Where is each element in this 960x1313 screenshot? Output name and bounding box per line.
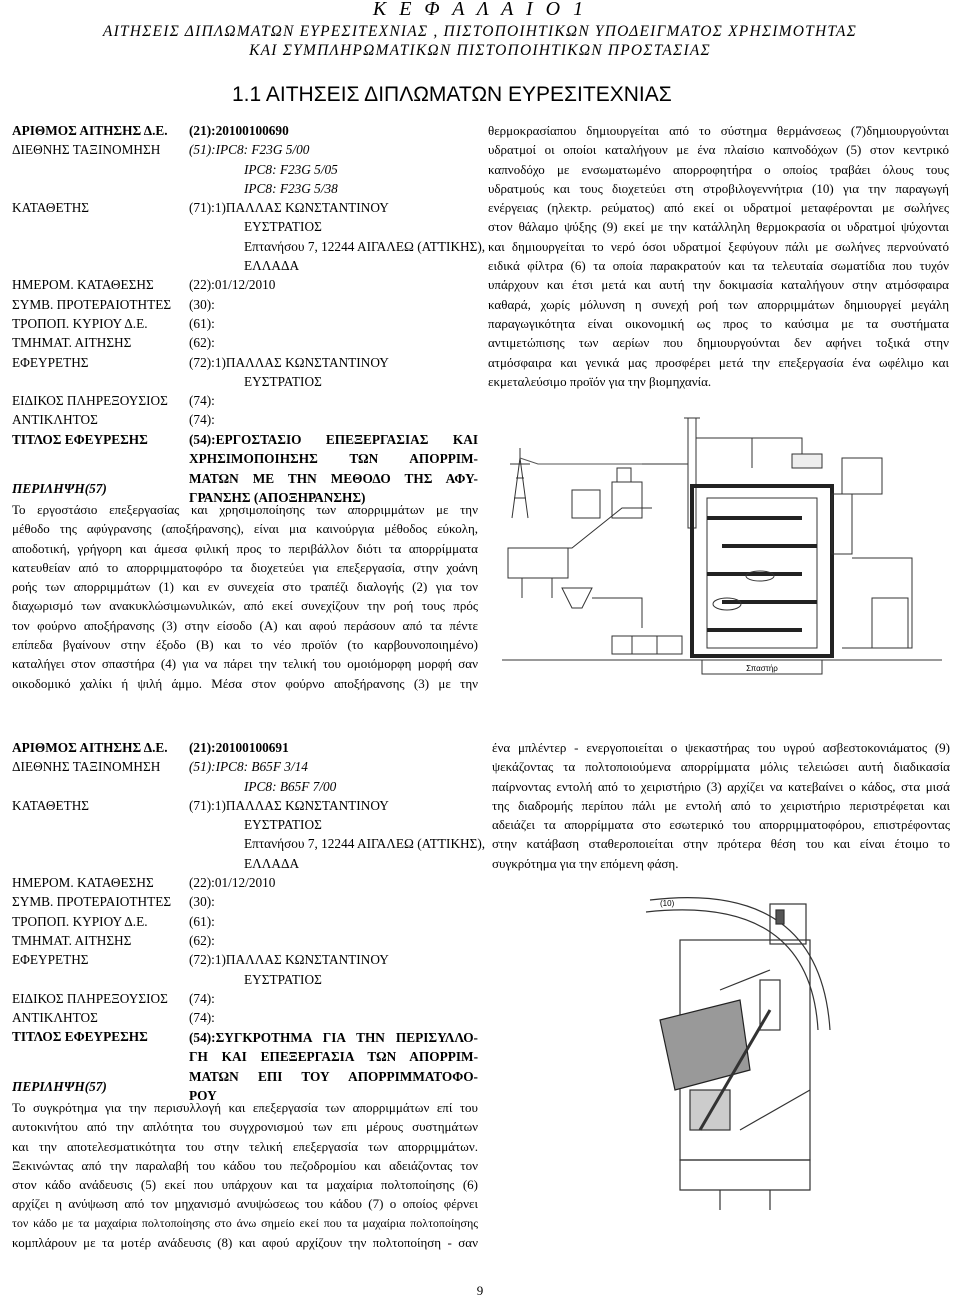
ipc-value-2: IPC8: F23G 5/05: [244, 161, 338, 177]
text-line: Ξεκινώντας από την παραλαβή του κάδου του πεζοδρομίου και αδειάζοντας τον: [12, 1157, 478, 1173]
text-line: στον κάδο ανάδευσις (5) εκεί που υπάρχουν και τα μαχαίρια πολτοποίησης (6): [12, 1177, 478, 1193]
representative-value: (74):: [189, 1010, 215, 1026]
text-line: διαχωρισμό των ανακυκλώσιμωνυλικών, από εκεί συνεχίζουν την ροή τους πρός: [12, 598, 478, 614]
applicant-value-2: ΕΥΣΤΡΑΤΙΟΣ: [244, 219, 322, 235]
representative-label: ΑΝΤΙΚΛΗΤΟΣ: [12, 1010, 98, 1026]
text-line: αποδοτική, γρήγορη και άμεσα φιλική προς το περιβάλλον διότι τα απορρίμματα: [12, 540, 478, 556]
priority-value: (30):: [189, 296, 215, 312]
modification-value: (61):: [189, 913, 215, 929]
text-line: εκμεταλεύσιμο προϊόν για την βιομηχανία.: [488, 373, 712, 389]
modification-label: ΤΡΟΠΟΠ. ΚΥΡΙΟΥ Δ.Ε.: [12, 913, 148, 929]
agent-value: (74):: [189, 393, 215, 409]
filing-date-value: (22):01/12/2010: [189, 875, 276, 891]
text-line: υδρατμούς και τους διοχετεύει στη στροβιλογεννήτρια (10) για την παραγωγή: [488, 180, 949, 196]
text-line: κατευθείαν από το απορριμματοφόρο τα διοχετεύει για επεξεργασία, στην χοάνη: [12, 559, 478, 575]
application-number-value: (21):20100100691: [189, 740, 289, 755]
text-line: αρχίζει η ανύψωση από τον μηχανισμό ανυψώσεως του κάδου (7) ο οποίος φέρνει: [12, 1196, 478, 1212]
ipc-value-2: IPC8: B65F 7/00: [244, 778, 337, 794]
ipc-label: ΔΙΕΘΝΗΣ ΤΑΞΙΝΟΜΗΣΗ: [12, 142, 161, 158]
divisional-label: ΤΜΗΜΑΤ. ΑΙΤΗΣΗΣ: [12, 335, 132, 351]
header-line-2: ΚΑΙ ΣΥΜΠΛΗΡΩΜΑΤΙΚΩΝ ΠΙΣΤΟΠΟΙΗΤΙΚΩΝ ΠΡΟΣΤΑΣΙΑΣ: [249, 42, 711, 59]
applicant-country: ΕΛΛΑΔΑ: [244, 258, 300, 274]
text-line: θερμοκρασίαπου δημιουργείται από το σύστημα θερμάνσεως (7)δημιουργούνται: [488, 123, 949, 138]
priority-label: ΣΥΜΒ. ΠΡΟΤΕΡΑΙΟΤΗΤΕΣ: [12, 296, 172, 312]
applicant-value-2: ΕΥΣΤΡΑΤΙΟΣ: [244, 817, 322, 833]
applicant-country: ΕΛΛΑΔΑ: [244, 855, 300, 871]
invention-title-line: ΓΡΑΝΣΗΣ (ΑΠΟΞΗΡΑΝΣΗΣ): [189, 489, 366, 505]
filing-date-label: ΗΜΕΡΟΜ. ΚΑΤΑΘΕΣΗΣ: [12, 875, 154, 891]
invention-title-line: ΜΑΤΩΝ ΜΕ ΤΗΝ ΜΕΘΟΔΟ ΤΗΣ ΑΦΥ-: [189, 470, 478, 486]
abstract-text: [12, 1098, 478, 1252]
applicant-label: ΚΑΤΑΘΕΤΗΣ: [12, 200, 90, 216]
text-line: ροής των απορριμμάτων (1) και εν συνεχεία στο τραπέζι διαλογής (2) για τον: [12, 579, 478, 595]
modification-label: ΤΡΟΠΟΠ. ΚΥΡΙΟΥ Δ.Ε.: [12, 315, 148, 331]
text-line: κομπλάρουν με τα μοτέρ ανάδευσις (8) και αφού αρχίζουν την πολτοποίηση - σαν: [12, 1235, 478, 1251]
applicant-value: (71):1)ΠΑΛΛΑΣ ΚΩΝΣΤΑΝΤΙΝΟΥ: [189, 797, 389, 813]
section-title: 1.1 ΑΙΤΗΣΕΙΣ ΔΙΠΛΩΜΑΤΩΝ ΕΥΡΕΣΙΤΕΧΝΙΑΣ: [232, 83, 672, 106]
agent-label: ΕΙΔΙΚΟΣ ΠΛΗΡΕΞΟΥΣΙΟΣ: [12, 990, 168, 1006]
text-line: υδρατμοί οι οποίοι καταλήγουν με ένα πλαίσιο καπνοδόχων (5) στον κεντρικό: [488, 142, 949, 158]
text-line: επίπεδα βγαίνουν στην έξοδο (Β) και το νέο προϊόν (το καρβουνοποιημένο): [12, 637, 478, 653]
invention-title-line: ΧΡΗΣΙΜΟΠΟΙΗΣΗΣ ΤΩΝ ΑΠΟΡΡΙΜ-: [189, 451, 478, 467]
inventor-label: ΕΦΕΥΡΕΤΗΣ: [12, 952, 89, 968]
filing-date-value: (22):01/12/2010: [189, 277, 276, 293]
plant-diagram-figure: [502, 398, 942, 678]
text-line: Το συγκρότημα για την περισυλλογή και επεξεργασία των απορριμμάτων επί του: [12, 1100, 478, 1115]
figure-label: (10): [660, 899, 675, 908]
abstract-continued: [488, 121, 949, 391]
text-line: της διαδρομής περίπου πάλι με εντολή από το χειριστήριο περιστρέφεται και: [492, 797, 950, 813]
text-line: ειδικά φίλτρα (6) τα οποία παρακρατούν και τα τελευταία σωματίδια που τυχόν: [488, 258, 949, 274]
text-line: οικοδομικό χαλίκι ή ψιλή άμμο. Μέσα στον φούρνο αποξήρανσης (3) με την: [12, 675, 478, 691]
invention-title-line: ΡΟΥ: [189, 1087, 217, 1103]
applicant-value: (71):1)ΠΑΛΛΑΣ ΚΩΝΣΤΑΝΤΙΝΟΥ: [189, 200, 389, 216]
page-number: 9: [476, 1283, 484, 1298]
application-number-label: ΑΡΙΘΜΟΣ ΑΙΤΗΣΗΣ Δ.Ε.: [12, 740, 168, 755]
abstract-text: [12, 500, 478, 693]
applicant-address: Επτανήσου 7, 12244 ΑΙΓΑΛΕΩ (ΑΤΤΙΚΗΣ),: [244, 238, 486, 254]
ipc-label: ΔΙΕΘΝΗΣ ΤΑΞΙΝΟΜΗΣΗ: [12, 759, 161, 775]
ipc-value: (51):IPC8: B65F 3/14: [189, 759, 308, 775]
agent-value: (74):: [189, 990, 215, 1006]
application-number-value: (21):20100100690: [189, 123, 289, 138]
text-line: παραγωγικότητα είναι οικονομική ως προς το καύσιμα με τα συστήματα: [488, 315, 949, 331]
inventor-value-2: ΕΥΣΤΡΑΤΙΟΣ: [244, 373, 322, 389]
ipc-value: (51):IPC8: F23G 5/00: [189, 142, 310, 158]
bin-lifter-figure: [620, 890, 850, 1220]
text-line: παίρνοντας εντολή από το χειριστήριο (3) αρχίζει να κατεβαίνει ο κάδος, στα μισά: [492, 778, 950, 794]
applicant-label: ΚΑΤΑΘΕΤΗΣ: [12, 797, 90, 813]
text-line: καταλήγει στον σπαστήρα (4) για να πάρει την τελική του ομοιόμορφη μορφή σαν: [12, 656, 478, 672]
priority-value: (30):: [189, 894, 215, 910]
inventor-label: ΕΦΕΥΡΕΤΗΣ: [12, 354, 89, 370]
text-line: και δημιουργείται το νερό όσοι υδρατμοί ξεφύγουν πάλι με σωλήνες περνούνατό: [488, 238, 949, 254]
text-line: αδειάζει τα απορρίμματα στο εσωτερικό του απορριμματοφόρου, επιστρέφοντας: [492, 817, 950, 833]
representative-label: ΑΝΤΙΚΛΗΤΟΣ: [12, 412, 98, 428]
priority-label: ΣΥΜΒ. ΠΡΟΤΕΡΑΙΟΤΗΤΕΣ: [12, 894, 172, 910]
filing-date-label: ΗΜΕΡΟΜ. ΚΑΤΑΘΕΣΗΣ: [12, 277, 154, 293]
text-line: τον κάδο με τα μαχαίρια πολτοποίησης στο άνω σημείο εκεί που τα μαχαίρια πολτοποίησης: [12, 1215, 478, 1230]
invention-title-label: ΤΙΤΛΟΣ ΕΦΕΥΡΕΣΗΣ: [12, 1029, 148, 1045]
invention-title-label: ΤΙΤΛΟΣ ΕΦΕΥΡΕΣΗΣ: [12, 431, 148, 447]
abstract-heading: ΠΕΡΙΛΗΨΗ(57): [12, 481, 107, 496]
text-line: καπνοδόχο με ενσωματωμένο απορροφητήρα ο οποίος τραβάει όλους τους: [488, 161, 949, 177]
agent-label: ΕΙΔΙΚΟΣ ΠΛΗΡΕΞΟΥΣΙΟΣ: [12, 393, 168, 409]
divisional-value: (62):: [189, 932, 215, 948]
text-line: ατμόσφαιρα και γενικά μας προσφέρει μετά την επεξεργασία ένα ωφέλιμο και: [488, 354, 949, 370]
invention-title-line: (54):ΕΡΓΟΣΤΑΣΙΟ ΕΠΕΞΕΡΓΑΣΙΑΣ ΚΑΙ: [189, 432, 478, 447]
modification-value: (61):: [189, 315, 215, 331]
text-line: ένα μπλέντερ - ενεργοποιείται ο ψεκαστήρας του υγρού ασβεστοκονιάματος (9): [492, 740, 950, 755]
text-line: καθαρά, χωρίς μόλυνση η συνεχή ροή των απορριμμάτων δημιουργεί μεγάλη: [488, 296, 949, 312]
text-line: τον φούρνο αποξήρανσης (3) στην είσοδο (Α) και αφού περάσουν από τα πέντε: [12, 617, 478, 633]
divisional-label: ΤΜΗΜΑΤ. ΑΙΤΗΣΗΣ: [12, 932, 132, 948]
figure-label: Σπαστήρ: [746, 664, 778, 673]
text-line: ενέργειας (ηλεκτρ. ρεύματος) από εκεί οι υδρατμοί μεταφέρονται με σωλήνες: [488, 200, 949, 216]
invention-title-line: ΓΗ ΚΑΙ ΕΠΕΞΕΡΓΑΣΙΑ ΤΩΝ ΑΠΟΡΡΙΜ-: [189, 1049, 478, 1065]
text-line: Το εργοστάσιο επεξεργασίας και χρησιμοποίησης των απορριμμάτων με την: [12, 502, 478, 517]
header-line-1: ΑΙΤΗΣΕΙΣ ΔΙΠΛΩΜΑΤΩΝ ΕΥΡΕΣΙΤΕΧΝΙΑΣ , ΠΙΣΤΟΠΟΙΗΤΙΚΩΝ ΥΠΟΔΕΙΓΜΑΤΟΣ ΧΡΗΣΙΜΟΤΗΤΑΣ: [102, 23, 858, 40]
chapter-heading: Κ Ε Φ Α Λ Α Ι Ο 1: [372, 0, 588, 20]
divisional-value: (62):: [189, 335, 215, 351]
invention-title-line: (54):ΣΥΓΚΡΟΤΗΜΑ ΓΙΑ ΤΗΝ ΠΕΡΙΣΥΛΛΟ-: [189, 1030, 478, 1045]
text-line: και την αποτελεσματικότητα του στην τελική επεξεργασία των απορριμμάτων.: [12, 1138, 478, 1154]
application-number-label: ΑΡΙΘΜΟΣ ΑΙΤΗΣΗΣ Δ.Ε.: [12, 123, 168, 138]
text-line: στον θάλαμο ψύξης (9) εκεί με την κατάλληλη θερμοκρασία οι υδρατμοί ψύχονται: [488, 219, 949, 235]
text-line: αυτοκινήτου από την απλότητα του συγχρονισμού των επι μέρους συστημάτων: [12, 1119, 478, 1135]
text-line: μέθοδο της αφύγρανσης (αποξήρανσης), είναι μια καινούργια μέθοδος εύκολη,: [12, 521, 478, 537]
abstract-continued: [492, 738, 950, 873]
text-line: αντιμετώπισης των αερίων που δημιουργούνται δεν αφήνει τοξικά στην: [488, 335, 949, 351]
text-line: ψεκάζοντας τα πολτοποιούμενα απορρίμματα μόλις τελειώσει αυτή διαδικασία: [492, 759, 950, 775]
inventor-value-2: ΕΥΣΤΡΑΤΙΟΣ: [244, 971, 322, 987]
ipc-value-3: IPC8: F23G 5/38: [244, 180, 338, 196]
invention-title-line: ΜΑΤΩΝ ΕΠΙ ΤΟΥ ΑΠΟΡΡΙΜΜΑΤΟΦΟ-: [189, 1068, 478, 1084]
text-line: υπάρχουν και έτσι μετά και αυτή την δοκιμασία καταλήγουν στην ατμόσφαιρα: [488, 277, 949, 293]
inventor-value: (72):1)ΠΑΛΛΑΣ ΚΩΝΣΤΑΝΤΙΝΟΥ: [189, 354, 389, 370]
text-line: στην κατάβαση σταθεροποιείται στην πρότερα θέση του και είναι έτοιμο το: [492, 836, 950, 852]
abstract-heading: ΠΕΡΙΛΗΨΗ(57): [12, 1079, 107, 1094]
representative-value: (74):: [189, 412, 215, 428]
applicant-address: Επτανήσου 7, 12244 ΑΙΓΑΛΕΩ (ΑΤΤΙΚΗΣ),: [244, 836, 486, 852]
text-line: συγκρότημα για την επόμενη φάση.: [492, 855, 679, 871]
inventor-value: (72):1)ΠΑΛΛΑΣ ΚΩΝΣΤΑΝΤΙΝΟΥ: [189, 952, 389, 968]
